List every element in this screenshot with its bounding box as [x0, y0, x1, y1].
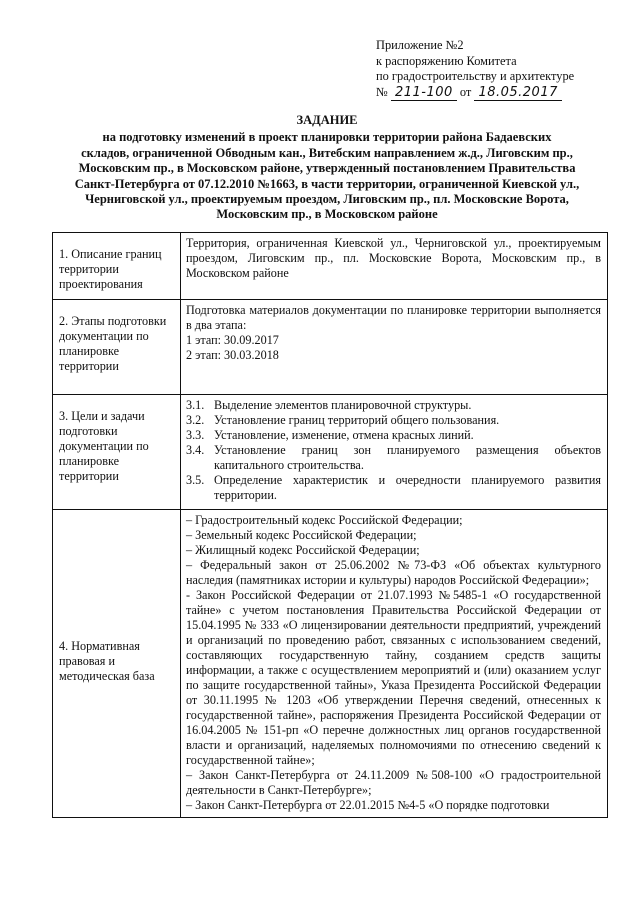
goal-item	[186, 443, 601, 473]
legal-item: - Закон Российской Федерации от 21.07.1993 №5485-1 «О государственной тайне» с учетом постановления Правительства Российской Федерации от 15.04.1995 № 333 «О лицензировании деятельности предприятий, учреждений и организаций по проведению работ, связанных с использованием сведений, составляющих государственную тайну, созданием средств защиты информации, а также с осуществлением мероприятий и (или) оказанием услуг по защите государственной тайны», Указа Президента Российской Федерации от 30.11.1995 № 1203 «Об утверждении Перечня сведений, отнесенных к государственной тайне», распоряжения Президента Российской Федерации от 16.04.2005 № 151-рп «О перечне должностных лиц органов государственной власти и организаций, наделяемых полномочиями по отнесению сведений к государственной тайне»;	[186, 588, 601, 767]
goal-text: Установление границ зон планируемого размещения объектов капитального строительства.	[214, 443, 601, 472]
legal-item: – Закон Санкт-Петербурга от 22.01.2015 №4-5 «О порядке подготовки	[186, 798, 550, 812]
document-title	[40, 113, 614, 223]
row-content	[181, 510, 608, 818]
title-line-4: Санкт-Петербурга от 07.12.2010 №1663, в части территории, ограниченной Киевской ул.,	[74, 176, 580, 191]
legal-item: – Закон Санкт-Петербурга от 24.11.2009 №508-100 «О градостроительной деятельности в Санкт-Петербурге»;	[186, 768, 601, 797]
goal-number: 3.4.	[186, 443, 205, 457]
date-label: от	[459, 84, 472, 99]
goal-number: 3.3.	[186, 428, 205, 442]
goal-text: Определение характеристик и очередности планируемого развития территории.	[214, 473, 601, 502]
table-row	[53, 395, 608, 510]
row-content	[181, 300, 608, 395]
title-line-1: на подготовку изменений в проект планировки территории района Бадаевских	[102, 130, 552, 145]
goal-text: Выделение элементов планировочной структуры.	[214, 398, 472, 412]
row-content	[181, 395, 608, 510]
stages-intro: Подготовка материалов документации по планировке территории выполняется в два этапа:	[186, 303, 601, 332]
row-label: 3. Цели и задачи подготовки документации по планировке территории	[53, 395, 181, 510]
goal-text: Установление границ территорий общего пользования.	[214, 413, 500, 427]
stage-2: 2 этап: 30.03.2018	[186, 348, 279, 362]
order-number: 211-100	[391, 85, 457, 101]
row-label: 2. Этапы подготовки документации по планировке территории	[53, 300, 181, 395]
row-content	[181, 233, 608, 300]
appendix-line-3: по градостроительству и архитектуре	[376, 69, 575, 83]
stage-1: 1 этап: 30.09.2017	[186, 333, 279, 347]
order-date: 18.05.2017	[474, 85, 561, 101]
task-table	[52, 232, 608, 818]
title-line-2: складов, ограниченной Обводным кан., Витебским направлением ж.д., Лиговским пр.,	[81, 145, 573, 160]
legal-item: – Федеральный закон от 25.06.2002 №73-ФЗ «Об объектах культурного наследия (памятниках истории и культуры) народов Российской Федерации»;	[186, 558, 601, 587]
appendix-line-1: Приложение №2	[376, 38, 464, 52]
goal-text: Установление, изменение, отмена красных линий.	[214, 428, 474, 442]
row-label-text: 4. Нормативная правовая и методическая база	[59, 639, 155, 683]
table-row	[53, 300, 608, 395]
row-label: 1. Описание границ территории проектирования	[53, 233, 181, 300]
table-row	[53, 233, 608, 300]
goal-number: 3.1.	[186, 398, 205, 412]
goal-item	[186, 428, 601, 443]
number-label: №	[376, 84, 388, 99]
appendix-number-line	[376, 85, 574, 101]
goal-number: 3.2.	[186, 413, 205, 427]
goal-number: 3.5.	[186, 473, 205, 487]
title-heading: ЗАДАНИЕ	[296, 113, 358, 127]
legal-item: – Жилищный кодекс Российской Федерации;	[186, 543, 420, 557]
title-line-5: Черниговской ул., проектируемым проездом, Лиговским пр., пл. Московские Ворота,	[85, 192, 569, 207]
appendix-header	[376, 38, 574, 100]
title-line-3: Московским пр., в Московском районе, утвержденный постановлением Правительства	[78, 161, 576, 176]
title-line-6: Московским пр., в Московском районе	[216, 207, 438, 222]
appendix-line-2: к распоряжению Комитета	[376, 53, 517, 68]
goal-item	[186, 413, 601, 428]
goal-item	[186, 473, 601, 503]
legal-item: – Градостроительный кодекс Российской Федерации;	[186, 513, 463, 527]
goal-item	[186, 398, 601, 413]
row-label	[53, 510, 181, 818]
legal-item: – Земельный кодекс Российской Федерации;	[186, 528, 417, 542]
boundary-description: Территория, ограниченная Киевской ул., Черниговской ул., проектируемым проездом, Лиговским пр., пл. Московские Ворота, Московским пр., в Московском районе	[186, 236, 601, 280]
table-row	[53, 510, 608, 818]
